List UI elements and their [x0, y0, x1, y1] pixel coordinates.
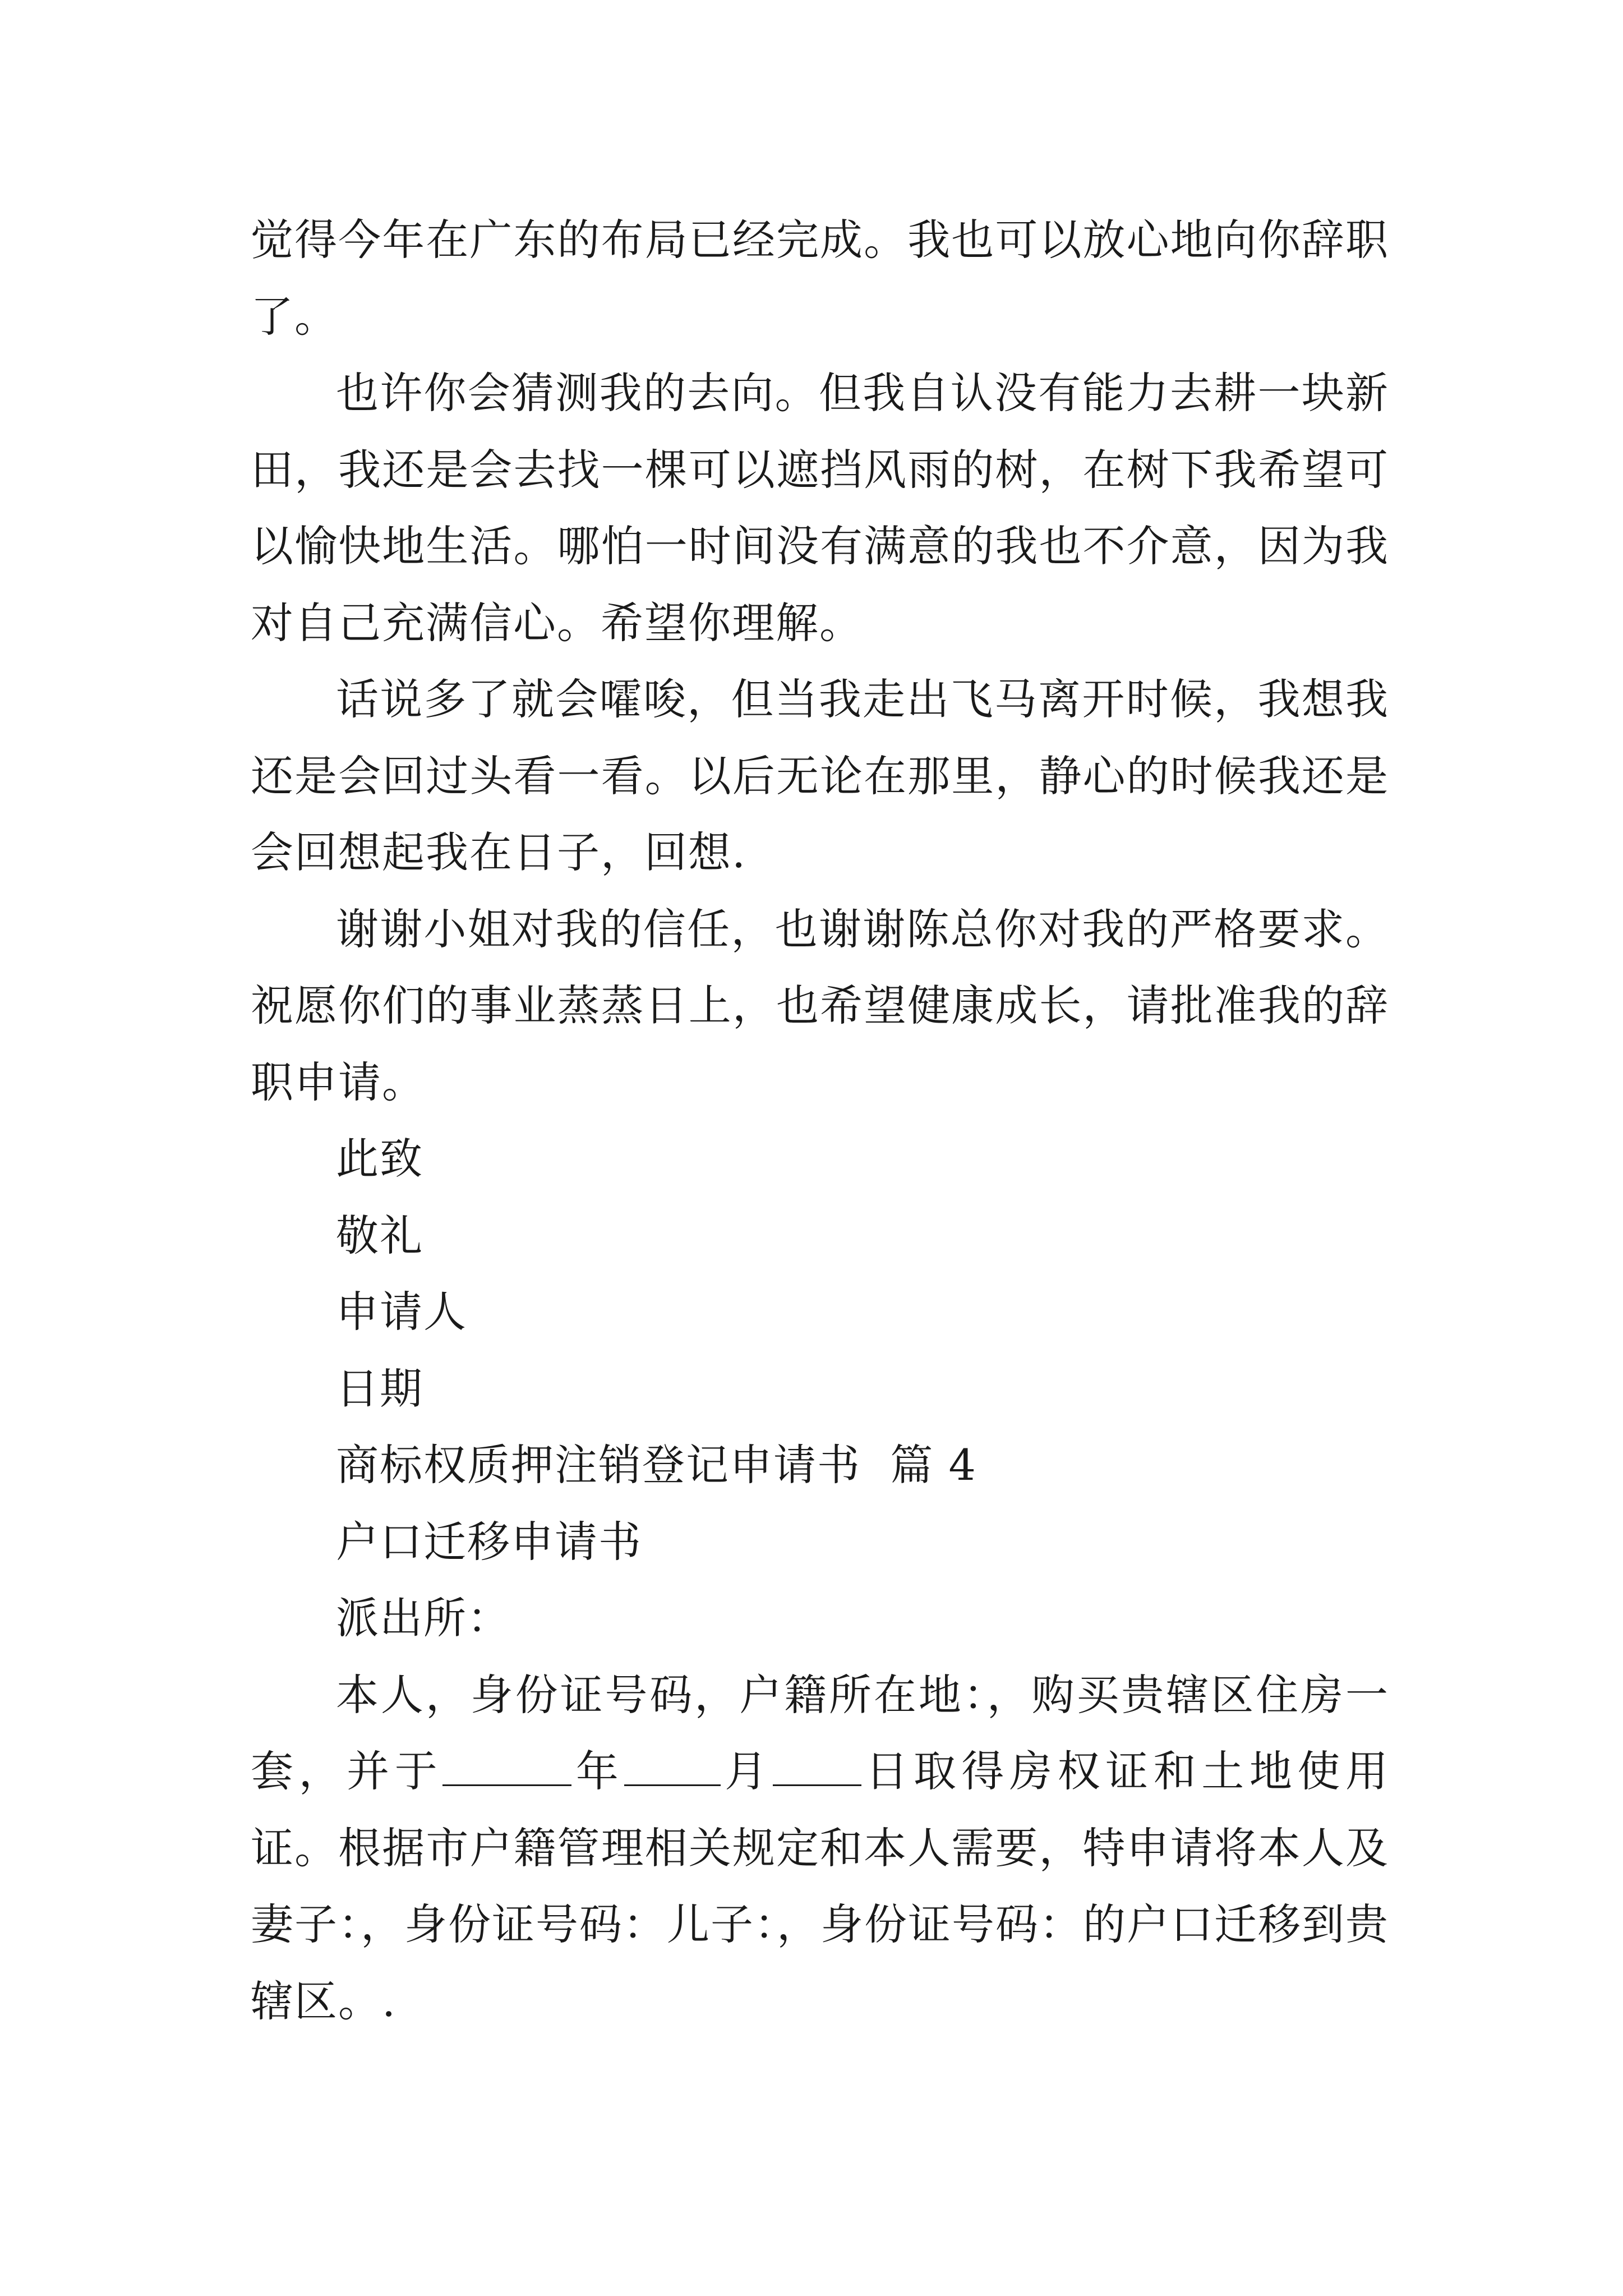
- applicant-line: 申请人: [336, 1287, 467, 1337]
- month-label: 月: [720, 1746, 773, 1796]
- date-line: 日期: [336, 1363, 423, 1414]
- document-body: [251, 202, 1389, 2040]
- paragraph-5: [251, 1657, 1389, 2040]
- salute-line: 敬礼: [336, 1210, 423, 1260]
- paragraph-4: 谢谢小姐对我的信任，也谢谢陈总你对我的严格要求。祝愿你们的事业蒸蒸日上，也希望健康成长，请批准我的辞职申请。: [251, 904, 1389, 1107]
- paragraph-5-end: 日取得房权证和土地使用证。根据市户籍管理相关规定和本人需要，特申请将本人及妻子：，身份证号码：儿子：，身份证号码：的户口迁移到贵辖区。.: [251, 1746, 1390, 2026]
- month-blank: [624, 1744, 721, 1786]
- paragraph-2: 也许你会猜测我的去向。但我自认没有能力去耕一块新田，我还是会去找一棵可以遮挡风雨的树，在树下我希望可以愉快地生活。哪怕一时间没有满意的我也不介意，因为我对自己充满信心。希望你理解。: [251, 368, 1389, 648]
- paragraph-3: 话说多了就会嚯唆，但当我走出飞马离开时候，我想我还是会回过头看一看。以后无论在那里，静心的时候我还是会回想起我在日子，回想.: [251, 674, 1389, 877]
- addressee-line: 派出所：: [336, 1593, 511, 1643]
- form-title: 户口迁移申请书: [336, 1516, 642, 1567]
- year-blank: [442, 1744, 571, 1786]
- paragraph-1: 觉得今年在广东的布局已经完成。我也可以放心地向你辞职了。: [251, 215, 1389, 342]
- paragraph-5-start: 本人，身份证号码，户籍所在地：，购买贵辖区住房一套，并于: [251, 1669, 1389, 1796]
- closing-line: 此致: [336, 1134, 423, 1184]
- section-title: 商标权质押注销登记申请书 篇 4: [336, 1440, 977, 1490]
- year-label: 年: [571, 1746, 624, 1796]
- day-blank: [773, 1744, 861, 1786]
